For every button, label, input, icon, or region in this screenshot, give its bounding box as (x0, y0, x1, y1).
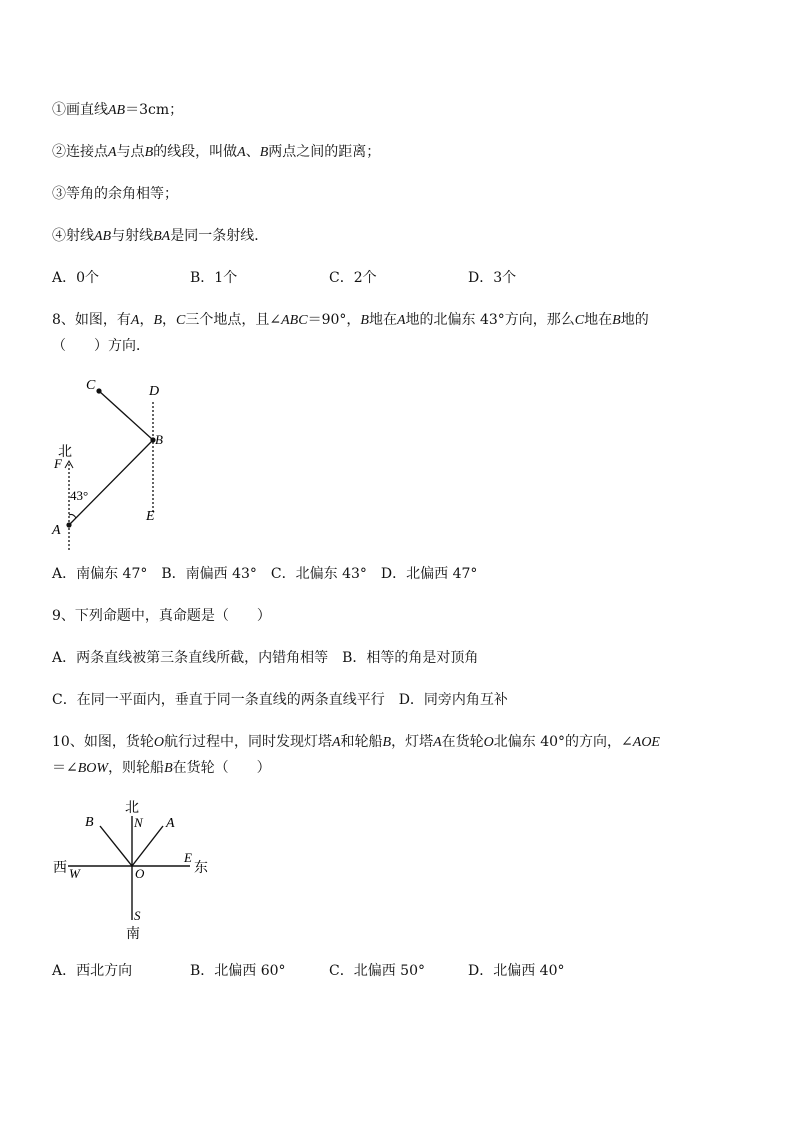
q9-options-line1: A．两条直线被第三条直线所截，内错角相等 B．相等的角是对顶角 (52, 650, 479, 666)
label-e: E (184, 850, 192, 865)
q7-option-d: D．3个 (468, 270, 517, 286)
q7-option-a: A．0个 (52, 270, 100, 286)
ray-oa (132, 826, 163, 866)
q10-stem: 10、如图，货轮O航行过程中，同时发现灯塔A和轮船B，灯塔A在货轮O北偏东 40°的方向，∠AOE (52, 734, 660, 750)
label-north: 北 (58, 445, 72, 460)
label-north: 北 (125, 801, 139, 816)
ray-ob (100, 826, 132, 866)
label-east: 东 (194, 861, 208, 876)
label-e: E (146, 509, 155, 524)
segment-cb (99, 391, 153, 440)
label-west: 西 (53, 861, 67, 876)
label-w: W (69, 866, 80, 881)
q10-option-c: C．北偏西 50° (329, 963, 425, 979)
statement-3: ③等角的余角相等； (52, 186, 178, 202)
statement-2: ②连接点A与点B的线段，叫做A、B两点之间的距离； (52, 144, 381, 160)
point-a (66, 522, 71, 527)
label-b: B (85, 815, 94, 830)
q10-option-a: A．西北方向 (52, 963, 133, 979)
label-b: B (155, 432, 163, 447)
label-a: A (52, 523, 61, 538)
q10-option-d: D．北偏西 40° (468, 963, 565, 979)
statement-4: ④射线AB与射线BA是同一条射线． (52, 228, 269, 244)
q8-stem: 8、如图，有A，B，C三个地点，且∠ABC＝90°，B地在A地的北偏东 43°方向，那么C地在B地的 (52, 312, 649, 328)
statement-1: ①画直线AB＝3cm； (52, 102, 184, 118)
label-d: D (149, 384, 160, 399)
label-angle: 43° (70, 488, 89, 503)
q8-figure (48, 372, 178, 557)
q8-stem-line2: （ ）方向． (52, 338, 150, 354)
label-n: N (134, 815, 143, 830)
label-f: F (54, 456, 62, 471)
q9-stem: 9、下列命题中，真命题是（ ） (52, 608, 271, 624)
segment-ab (69, 440, 153, 525)
point-c (96, 388, 101, 393)
q7-option-b: B．1个 (190, 270, 238, 286)
label-a: A (166, 816, 175, 831)
q9-options-line2: C．在同一平面内，垂直于同一条直线的两条直线平行 D．同旁内角互补 (52, 692, 508, 708)
angle-arc (69, 514, 76, 518)
label-south: 南 (126, 927, 140, 942)
label-s: S (134, 908, 141, 923)
label-o: O (135, 866, 145, 881)
q7-option-c: C．2个 (329, 270, 377, 286)
q10-stem-line2: ＝∠BOW，则轮船B在货轮（ ） (52, 760, 271, 776)
q10-option-b: B．北偏西 60° (190, 963, 286, 979)
label-c: C (86, 378, 96, 393)
q8-options: A．南偏东 47° B．南偏西 43° C．北偏东 43° D．北偏西 47° (52, 566, 478, 582)
q10-figure (48, 796, 218, 946)
